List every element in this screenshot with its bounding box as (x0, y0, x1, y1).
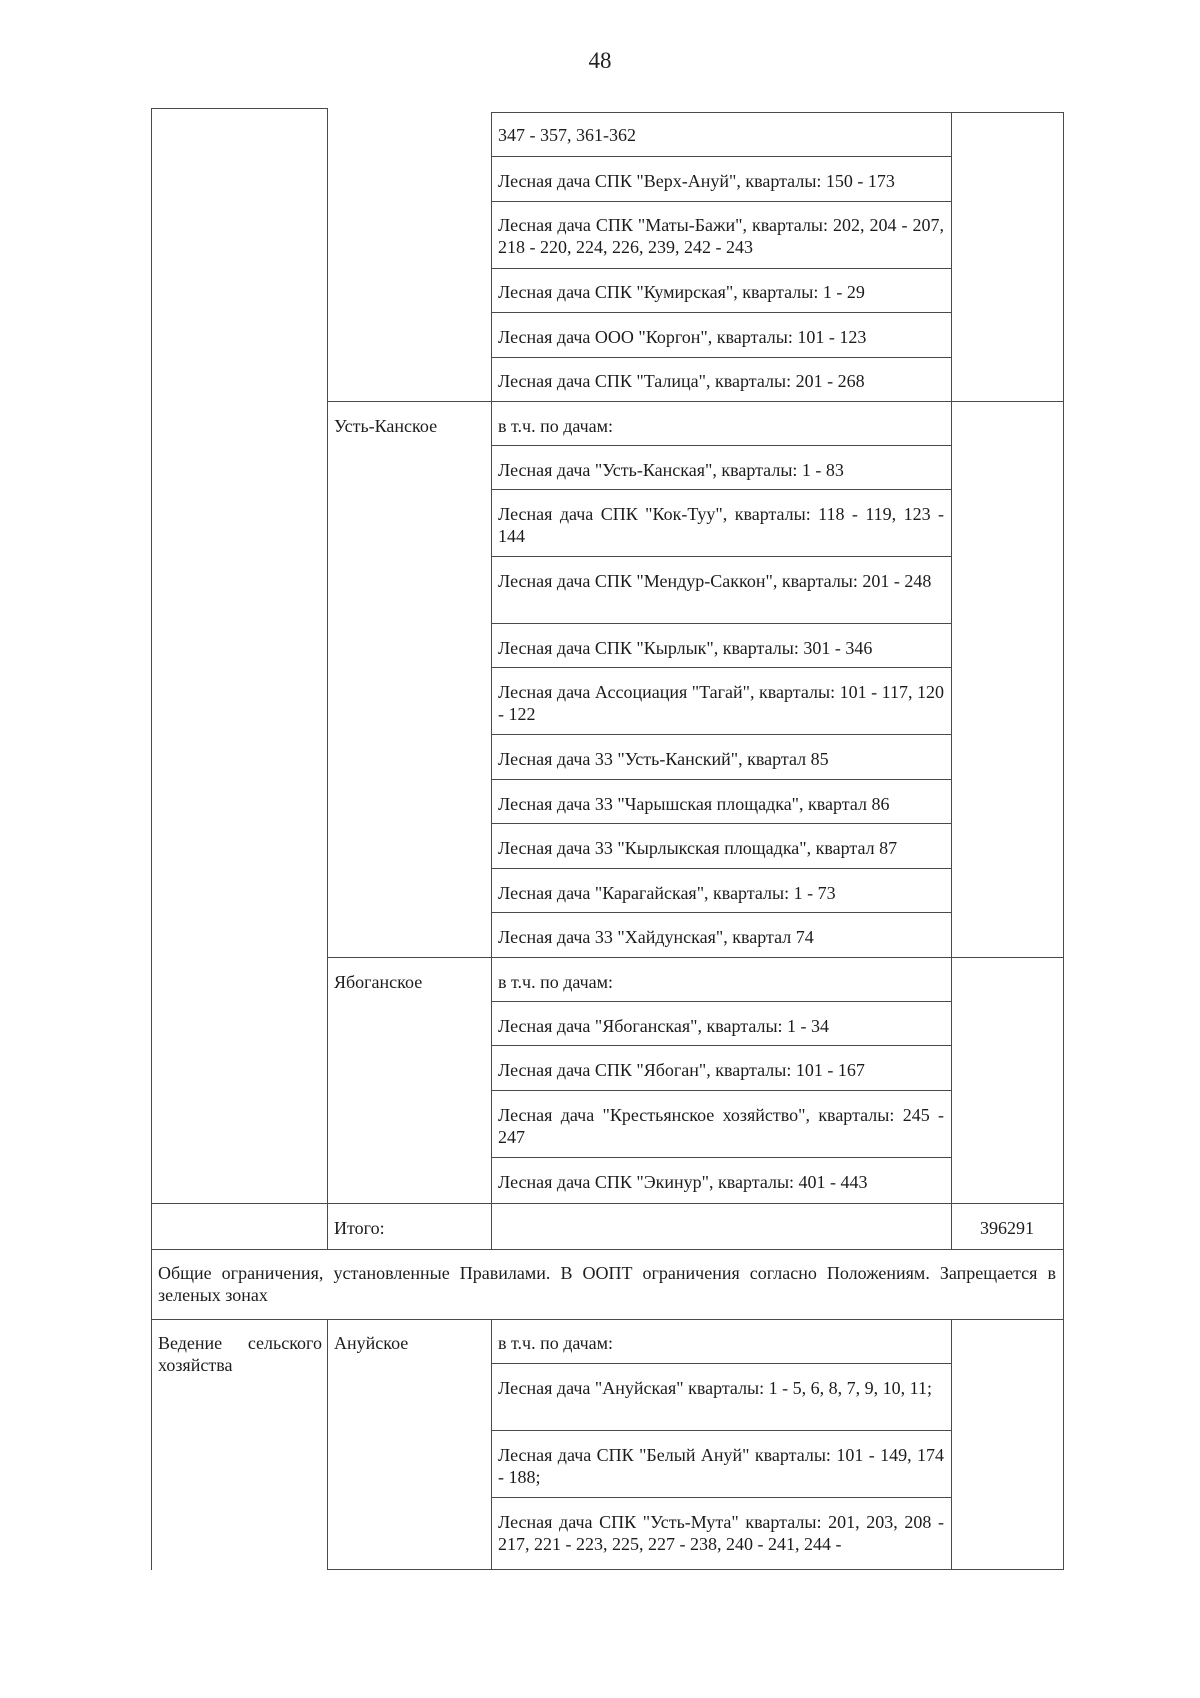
restrictions-note: Общие ограничения, установленные Правилами. В ООПТ ограничения согласно Положениям. Запрещается в зеленых зонах (158, 1263, 1056, 1305)
dacha-row: Лесная дача СПК "Усть-Мута" кварталы: 201, 203, 208 - 217, 221 - 223, 225, 227 - 238, 240 - 241, 244 - (498, 1512, 944, 1554)
total-label: Итого: (334, 1218, 385, 1238)
dacha-row: Лесная дача 33 "Усть-Канский", квартал 85 (498, 749, 829, 769)
dacha-row: Лесная дача СПК "Экинур", кварталы: 401 - 443 (498, 1172, 868, 1192)
dacha-row: Лесная дача СПК "Кок-Туу", кварталы: 118 - 119, 123 - 144 (498, 504, 944, 546)
dacha-row: Лесная дача СПК "Кумирская", кварталы: 1 - 29 (498, 282, 865, 302)
dacha-row: Лесная дача 33 "Хайдунская", квартал 74 (498, 927, 814, 947)
dacha-row: Лесная дача СПК "Кырлык", кварталы: 301 - 346 (498, 638, 873, 658)
settlement-name: Усть-Канское (334, 416, 438, 436)
dacha-row: в т.ч. по дачам: (498, 416, 614, 436)
dacha-row: Лесная дача "Ануйская" кварталы: 1 - 5, 6, 8, 7, 9, 10, 11; (498, 1378, 932, 1398)
dacha-row: Лесная дача СПК "Верх-Ануй", кварталы: 150 - 173 (498, 171, 895, 191)
activity-name: Ведение сельского хозяйства (158, 1333, 322, 1375)
settlement-name: Ябоганское (334, 972, 423, 992)
dacha-row: 347 - 357, 361-362 (498, 125, 636, 145)
dacha-row: Лесная дача "Крестьянское хозяйство", кварталы: 245 - 247 (498, 1105, 944, 1147)
dacha-row: Лесная дача "Ябоганская", кварталы: 1 - 34 (498, 1016, 830, 1036)
dacha-row: Лесная дача ООО "Коргон", кварталы: 101 - 123 (498, 327, 867, 347)
dacha-row: Лесная дача СПК "Талица", кварталы: 201 - 268 (498, 371, 865, 391)
page-number: 48 (588, 48, 612, 73)
dacha-row: Лесная дача СПК "Маты-Бажи", кварталы: 202, 204 - 207, 218 - 220, 224, 226, 239, 242 - 243 (498, 215, 944, 257)
dacha-row: Лесная дача 33 "Кырлыкская площадка", квартал 87 (498, 838, 898, 858)
dacha-row: Лесная дача 33 "Чарышская площадка", квартал 86 (498, 794, 890, 814)
dacha-row: Лесная дача "Усть-Канская", кварталы: 1 - 83 (498, 460, 844, 480)
dacha-row: Лесная дача "Карагайская", кварталы: 1 - 73 (498, 883, 836, 903)
dacha-row: Лесная дача СПК "Белый Ануй" кварталы: 101 - 149, 174 - 188; (498, 1445, 944, 1487)
settlement-name: Ануйское (334, 1333, 409, 1353)
dacha-row: в т.ч. по дачам: (498, 972, 614, 992)
dacha-row: Лесная дача СПК "Ябоган", кварталы: 101 - 167 (498, 1060, 865, 1080)
dacha-row: в т.ч. по дачам: (498, 1333, 614, 1353)
dacha-row: Лесная дача СПК "Мендур-Саккон", кварталы: 201 - 248 (498, 571, 932, 591)
total-value: 396291 (980, 1218, 1034, 1238)
dacha-row: Лесная дача Ассоциация "Тагай", кварталы: 101 - 117, 120 - 122 (498, 682, 944, 724)
